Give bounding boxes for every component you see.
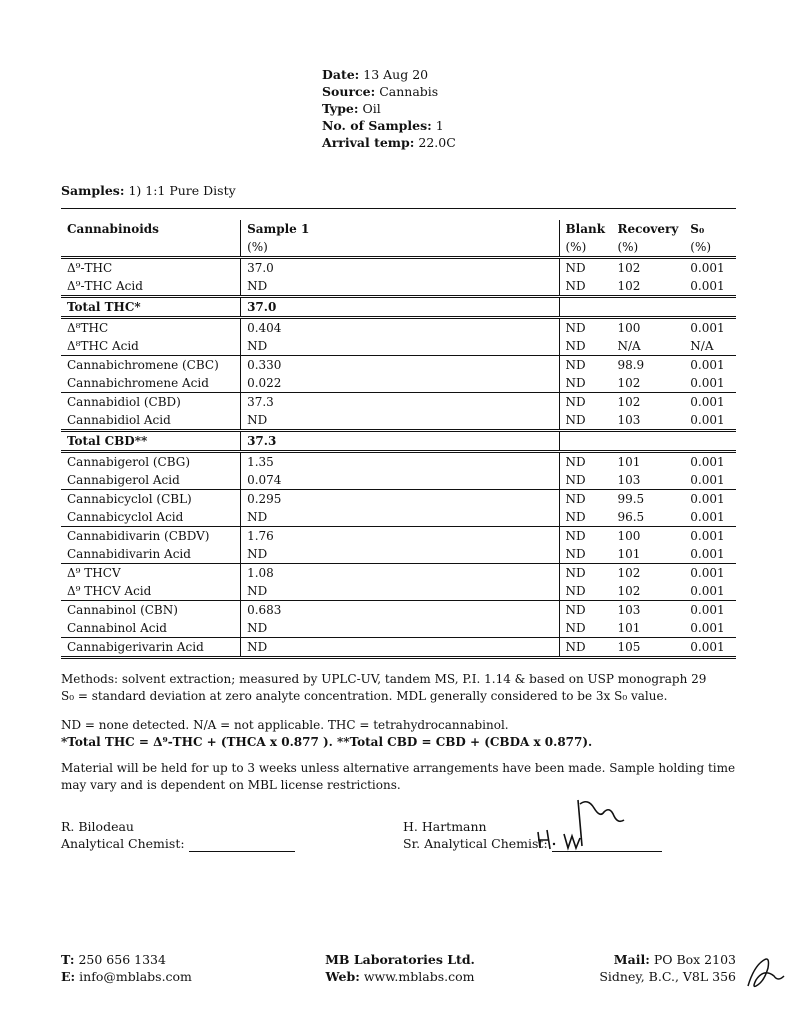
table-header-units-row <box>61 238 736 258</box>
recovery-value: 103 <box>617 413 641 427</box>
footer-email: info@mblabs.com <box>79 969 192 984</box>
blank-value: ND <box>559 277 611 297</box>
date-value: 13 Aug 20 <box>363 67 429 82</box>
cannabinoid-name: Cannabidivarin Acid <box>67 547 191 561</box>
blank-value: ND <box>559 638 611 658</box>
sample-value: ND <box>241 337 559 356</box>
table-row <box>61 393 736 412</box>
s0-value: 0.001 <box>684 356 736 375</box>
cannabinoid-name: Δ⁸THC Acid <box>67 339 139 353</box>
total-thc-label: *Total THC <box>61 735 135 749</box>
s0-value: 0.001 <box>690 621 725 635</box>
header-sample-unit: (%) <box>241 238 559 258</box>
table-row <box>61 564 736 583</box>
recovery-value: 102 <box>617 584 641 598</box>
blank-value: ND <box>559 411 611 431</box>
total-thc-formula: = Δ⁹-THC + (THCA x 0.877 ). <box>134 735 338 749</box>
recovery-value <box>611 297 684 318</box>
sample-value: 37.0 <box>241 297 559 318</box>
cannabinoid-name: Cannabigerol (CBG) <box>61 452 241 472</box>
s0-value <box>684 297 736 318</box>
sample-value: ND <box>241 545 559 564</box>
s0-value: 0.001 <box>684 564 736 583</box>
cannabinoid-name: Δ⁹-THC <box>61 258 241 278</box>
header-recovery-unit: (%) <box>617 240 639 254</box>
header-s0: S₀ <box>690 222 705 236</box>
cannabinoid-name: Cannabinol Acid <box>67 621 167 635</box>
s0-value: 0.001 <box>684 393 736 412</box>
s0-value <box>684 431 736 452</box>
s0-value: 0.001 <box>684 258 736 278</box>
sample-value: ND <box>241 619 559 638</box>
samples-count-line: No. of Samples: 1 <box>322 118 444 133</box>
s0-value: 0.001 <box>684 601 736 620</box>
s0-value: 0.001 <box>684 318 736 338</box>
sample-value: 0.683 <box>241 601 559 620</box>
sample-value: 1.76 <box>241 527 559 546</box>
samples-description: 1) 1:1 Pure Disty <box>128 183 236 198</box>
blank-value: ND <box>559 564 611 583</box>
handwritten-signature-icon <box>530 794 630 854</box>
cannabinoid-name: Cannabidivarin (CBDV) <box>61 527 241 546</box>
cannabinoid-name: Cannabinol (CBN) <box>61 601 241 620</box>
table-row <box>61 411 736 431</box>
blank-value: ND <box>559 601 611 620</box>
cannabinoid-name: Cannabidiol Acid <box>67 413 171 427</box>
recovery-value: 99.5 <box>611 490 684 509</box>
table-row <box>61 277 736 297</box>
cannabinoid-name: Cannabicyclol (CBL) <box>61 490 241 509</box>
abbreviation-notes <box>61 717 741 751</box>
table-row <box>61 374 736 393</box>
table-row <box>61 471 736 490</box>
source-value: Cannabis <box>379 84 439 99</box>
table-row <box>61 318 736 338</box>
recovery-value: 102 <box>611 564 684 583</box>
results-table <box>61 220 736 659</box>
table-header-row <box>61 220 736 238</box>
footer-company-name: MB Laboratories Ltd. <box>325 952 475 967</box>
total-cbd-formula: = CBD + (CBDA x 0.877). <box>417 735 593 749</box>
blank-value: ND <box>559 471 611 490</box>
methods-text: Methods: solvent extraction; measured by UPLC-UV, tandem MS, P.I. 1.14 & based on USP monograph 29 <box>61 672 707 686</box>
footer-company: MB Laboratories Ltd. Web: www.mblabs.com <box>325 952 475 984</box>
table-row <box>61 356 736 375</box>
blank-value: ND <box>559 490 611 509</box>
header-sample-1: Sample 1 <box>241 220 559 238</box>
recovery-value: 102 <box>611 393 684 412</box>
recovery-value: 102 <box>611 258 684 278</box>
header-cannabinoids: Cannabinoids <box>67 222 159 236</box>
s0-value: 0.001 <box>690 376 725 390</box>
s0-value: 0.001 <box>684 490 736 509</box>
blank-value: ND <box>559 582 611 601</box>
table-row <box>61 337 736 356</box>
s0-value: 0.001 <box>690 473 725 487</box>
recovery-value: 96.5 <box>617 510 645 524</box>
left-chemist-name: R. Bilodeau <box>61 819 134 834</box>
s0-value: 0.001 <box>684 527 736 546</box>
date-line: Date: 13 Aug 20 <box>322 67 429 82</box>
results-body <box>61 258 736 658</box>
recovery-value: 105 <box>611 638 684 658</box>
recovery-value: 101 <box>617 547 641 561</box>
blank-value <box>559 297 611 318</box>
right-chemist-title: Sr. Analytical Chemist: <box>403 836 548 851</box>
sample-value: 1.35 <box>241 452 559 472</box>
cannabinoid-name: Cannabigerivarin Acid <box>61 638 241 658</box>
sample-value: ND <box>241 582 559 601</box>
total-cbd-label: **Total CBD <box>337 735 418 749</box>
initials-signature-icon <box>744 946 792 992</box>
sample-value: 37.3 <box>241 431 559 452</box>
holding-text: Material will be held for up to 3 weeks unless alternative arrangements have been made. Sample holding time may vary and is dependent on MBL license restrictions. <box>61 761 736 792</box>
recovery-value: 101 <box>611 452 684 472</box>
s0-value: 0.001 <box>690 584 725 598</box>
sample-value: 0.074 <box>241 471 559 490</box>
holding-notes <box>61 760 741 794</box>
sample-value: 37.3 <box>241 393 559 412</box>
cannabinoid-name: Δ⁹ THCV Acid <box>67 584 152 598</box>
samples-count-value: 1 <box>435 118 444 133</box>
report-metadata <box>322 66 456 151</box>
s0-definition: S₀ = standard deviation at zero analyte concentration. MDL generally considered to be 3x S₀ value. <box>61 689 668 703</box>
blank-value: ND <box>559 508 611 527</box>
left-signature-line <box>189 837 295 852</box>
s0-value: 0.001 <box>684 638 736 658</box>
samples-line: Samples: 1) 1:1 Pure Disty <box>61 183 236 198</box>
blank-value <box>559 431 611 452</box>
footer-web: www.mblabs.com <box>363 969 475 984</box>
blank-value: ND <box>559 619 611 638</box>
blank-value: ND <box>559 527 611 546</box>
arrival-temp-line: Arrival temp: 22.0C <box>322 135 456 150</box>
cannabinoid-name: Cannabichromene Acid <box>67 376 209 390</box>
recovery-value: 103 <box>617 473 641 487</box>
s0-value: 0.001 <box>690 547 725 561</box>
recovery-value: 98.9 <box>611 356 684 375</box>
sample-value: 0.404 <box>241 318 559 338</box>
sample-value: 0.295 <box>241 490 559 509</box>
recovery-value: N/A <box>617 339 641 353</box>
footer-contact: T: 250 656 1334 E: info@mblabs.com <box>61 952 192 984</box>
type-line: Type: Oil <box>322 101 381 116</box>
blank-value: ND <box>559 337 611 356</box>
blank-value: ND <box>559 545 611 564</box>
sample-value: ND <box>241 411 559 431</box>
total-formulas <box>61 734 741 751</box>
total-row <box>61 431 736 452</box>
recovery-value: 102 <box>617 279 641 293</box>
arrival-temp-value: 22.0C <box>418 135 456 150</box>
recovery-value: 103 <box>611 601 684 620</box>
table-row <box>61 545 736 564</box>
abbreviations-text: ND = none detected. N/A = not applicable. THC = tetrahydrocannabinol. <box>61 718 509 732</box>
header-blank-unit: (%) <box>559 238 611 258</box>
cannabinoid-name: Δ⁹ THCV <box>61 564 241 583</box>
cannabinoid-name: Total THC* <box>61 297 241 318</box>
table-top-rule <box>61 208 736 209</box>
footer-mailing: Mail: PO Box 2103 Sidney, B.C., V8L 356 <box>599 952 736 984</box>
cannabinoid-name: Total CBD** <box>61 431 241 452</box>
cannabinoid-name: Cannabichromene (CBC) <box>61 356 241 375</box>
blank-value: ND <box>559 318 611 338</box>
cannabinoid-name: Cannabigerol Acid <box>67 473 180 487</box>
header-blank: Blank <box>559 220 611 238</box>
s0-value: 0.001 <box>684 452 736 472</box>
s0-value: 0.001 <box>690 510 725 524</box>
table-row <box>61 258 736 278</box>
methods-notes <box>61 671 741 705</box>
recovery-value: 102 <box>617 376 641 390</box>
table-row <box>61 452 736 472</box>
s0-value: 0.001 <box>690 279 725 293</box>
table-row <box>61 601 736 620</box>
sample-value: 1.08 <box>241 564 559 583</box>
blank-value: ND <box>559 258 611 278</box>
table-row <box>61 582 736 601</box>
table-row <box>61 638 736 658</box>
s0-value: 0.001 <box>690 413 725 427</box>
sample-value: 37.0 <box>241 258 559 278</box>
sample-value: ND <box>241 638 559 658</box>
cannabinoid-name: Cannabicyclol Acid <box>67 510 184 524</box>
recovery-value <box>611 431 684 452</box>
footer-mail: PO Box 2103 <box>653 952 736 967</box>
table-row <box>61 619 736 638</box>
cannabinoid-name: Cannabidiol (CBD) <box>61 393 241 412</box>
recovery-value: 100 <box>611 527 684 546</box>
blank-value: ND <box>559 356 611 375</box>
footer-phone: 250 656 1334 <box>78 952 166 967</box>
recovery-value: 101 <box>617 621 641 635</box>
sample-value: 0.022 <box>241 374 559 393</box>
blank-value: ND <box>559 393 611 412</box>
s0-value: N/A <box>690 339 714 353</box>
left-chemist-title: Analytical Chemist: <box>61 836 185 851</box>
footer-city: Sidney, B.C., V8L 356 <box>599 969 736 984</box>
type-value: Oil <box>362 101 381 116</box>
blank-value: ND <box>559 374 611 393</box>
table-row <box>61 490 736 509</box>
table-row <box>61 527 736 546</box>
sample-value: ND <box>241 508 559 527</box>
sample-value: 0.330 <box>241 356 559 375</box>
sample-value: ND <box>241 277 559 297</box>
header-s0-unit: (%) <box>690 240 712 254</box>
header-recovery: Recovery <box>617 222 679 236</box>
right-chemist-name: H. Hartmann <box>403 819 487 834</box>
cannabinoid-name: Δ⁹-THC Acid <box>67 279 143 293</box>
recovery-value: 100 <box>611 318 684 338</box>
blank-value: ND <box>559 452 611 472</box>
left-signature-block <box>61 818 295 852</box>
total-row <box>61 297 736 318</box>
table-row <box>61 508 736 527</box>
cannabinoid-name: Δ⁸THC <box>61 318 241 338</box>
source-line: Source: Cannabis <box>322 84 439 99</box>
